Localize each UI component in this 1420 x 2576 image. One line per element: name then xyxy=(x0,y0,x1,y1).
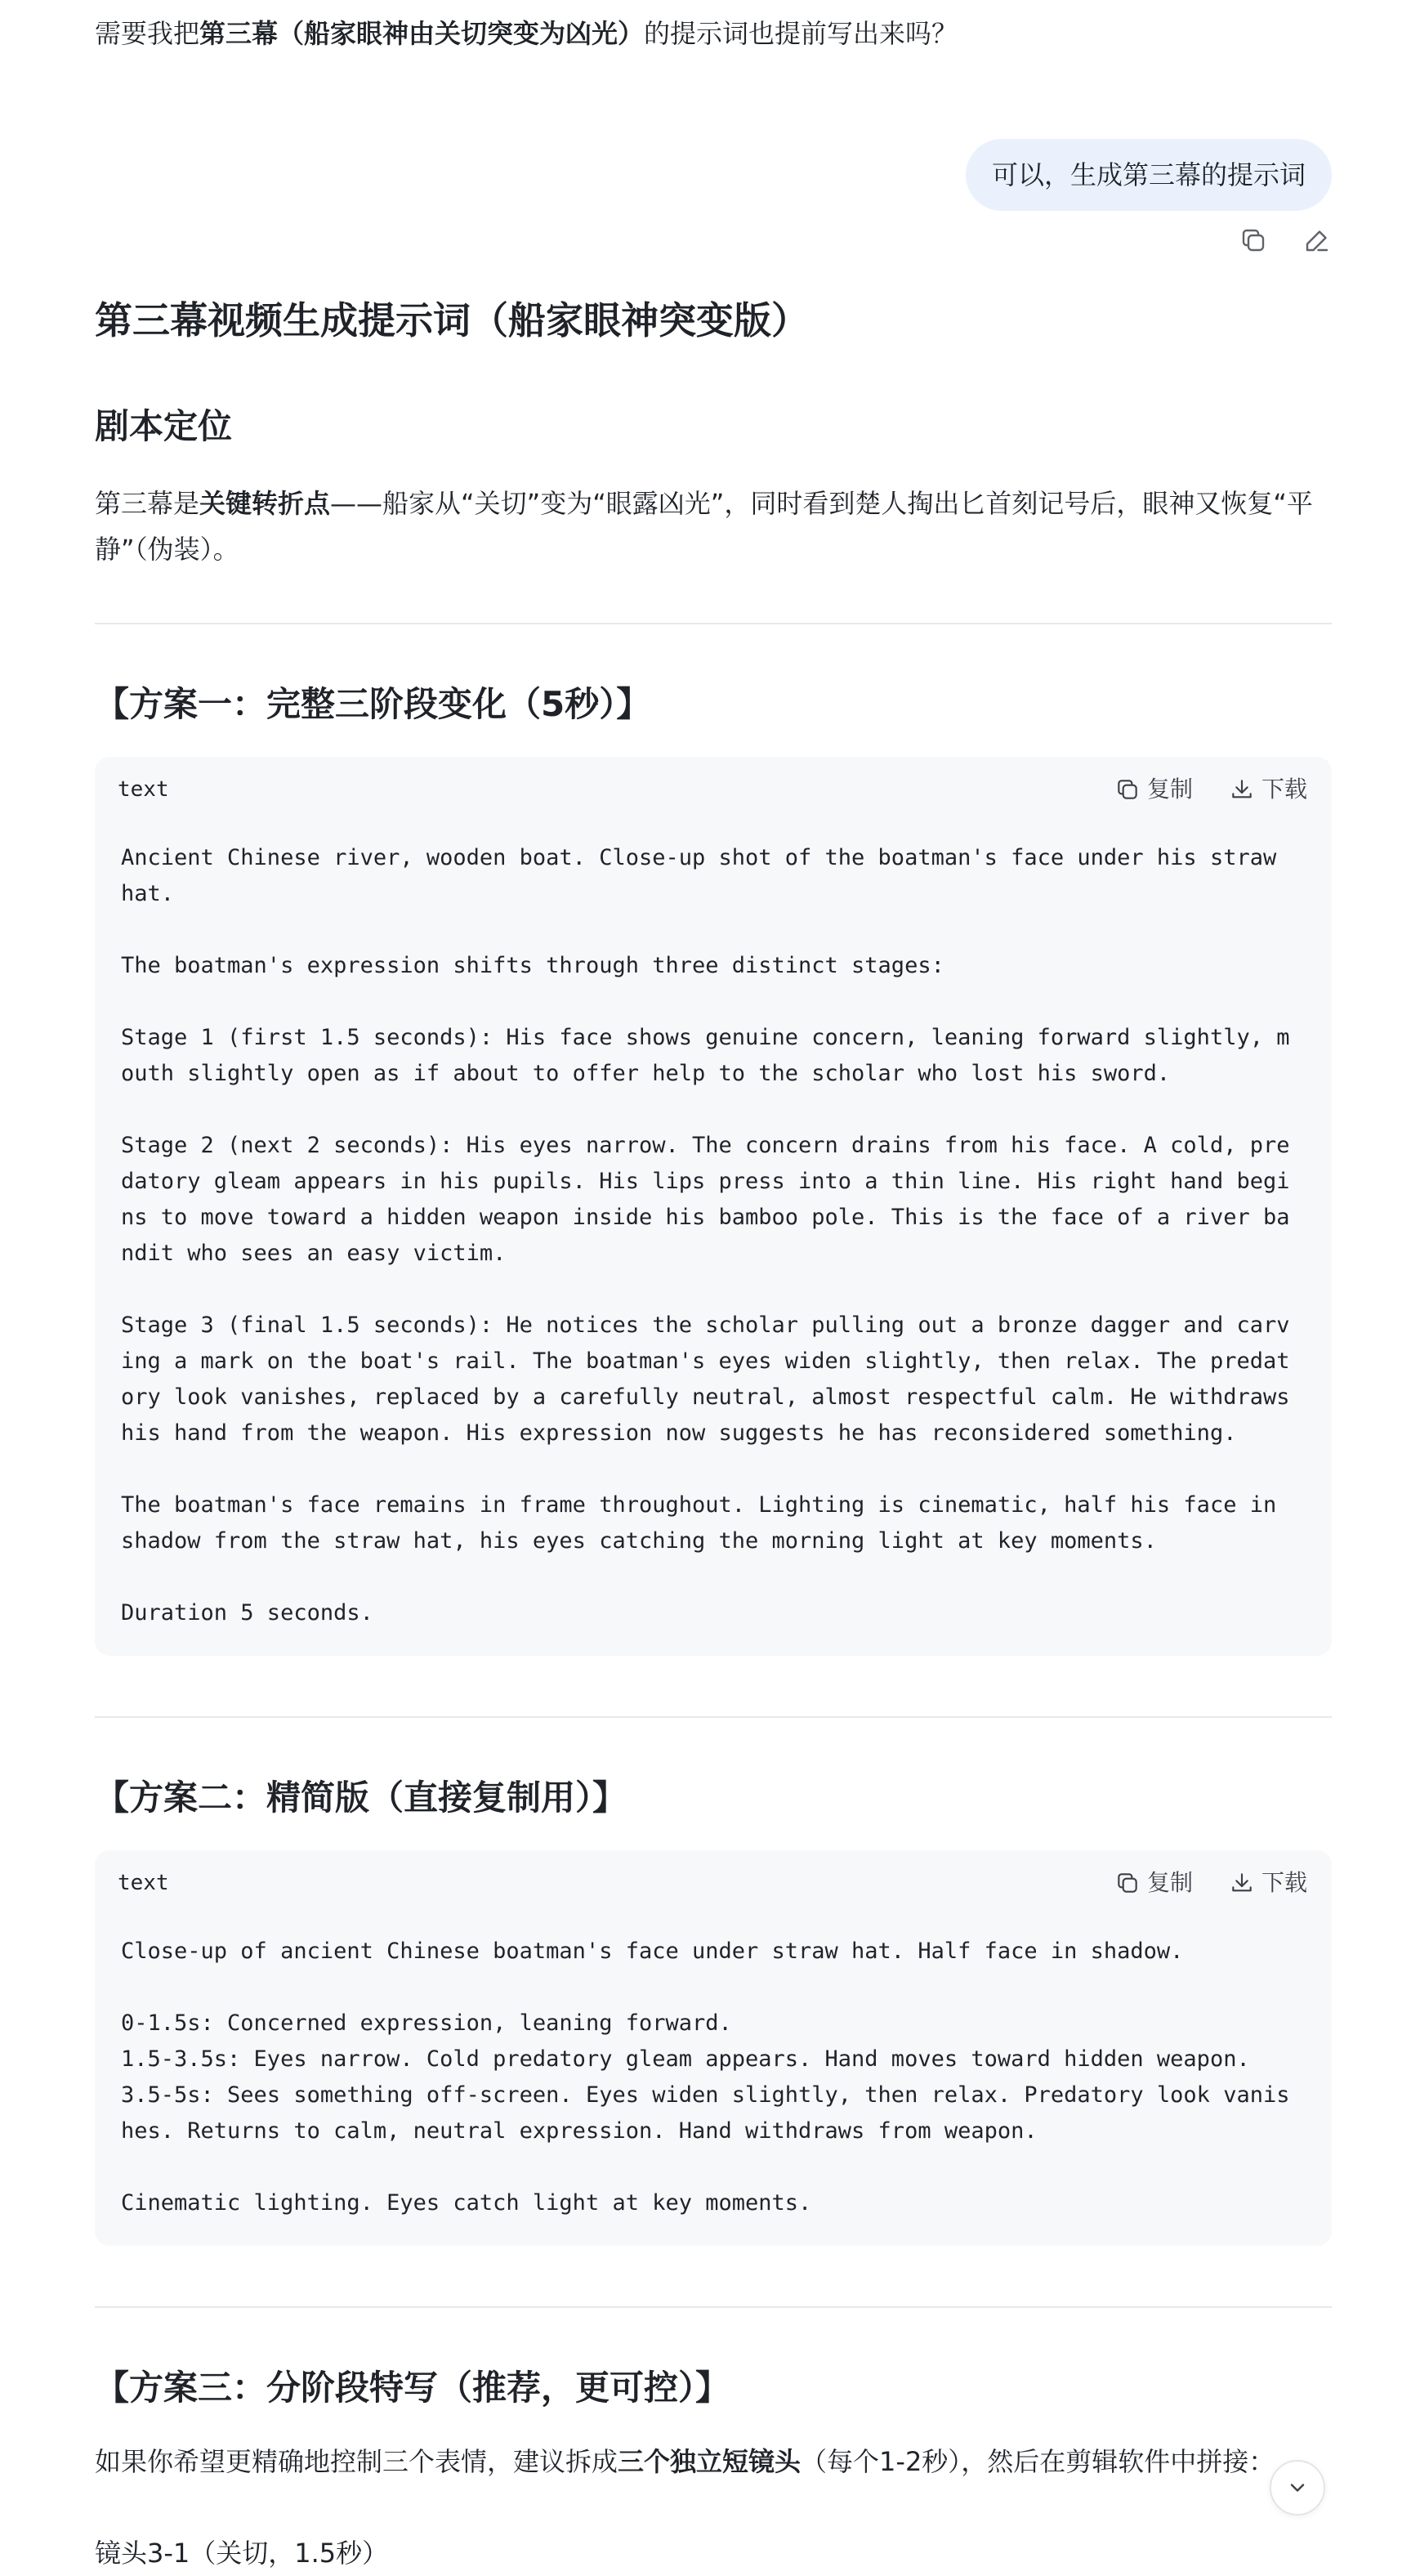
divider xyxy=(95,623,1332,624)
code-tools xyxy=(1114,773,1307,806)
positioning-prefix: 第三幕是 xyxy=(95,488,200,519)
plan-3-prefix: 如果你希望更精确地控制三个表情，建议拆成 xyxy=(95,2446,618,2477)
download-icon xyxy=(1229,776,1255,803)
user-message-bubble: 可以，生成第三幕的提示词 xyxy=(966,139,1332,211)
intro-bold: 第三幕（船家眼神由关切突变为凶光） xyxy=(199,18,645,49)
cut-off-line: 镜头3-1（关切，1.5秒） xyxy=(95,2538,389,2569)
intro-suffix: 的提示词也提前写出来吗？ xyxy=(644,18,958,49)
divider xyxy=(95,2306,1332,2308)
code-block-plan-1 xyxy=(95,757,1332,1656)
divider xyxy=(95,1716,1332,1718)
answer-title: 第三幕视频生成提示词（船家眼神突变版） xyxy=(95,298,809,342)
download-label: 下载 xyxy=(1261,776,1307,803)
positioning-paragraph xyxy=(95,481,1332,572)
message-actions xyxy=(1239,226,1332,255)
copy-label: 复制 xyxy=(1146,776,1193,803)
positioning-suffix: ——船家从“关切”变为“眼露凶光”，同时看到楚人掏出匕首刻记号后，眼神又恢复“平静”（伪装）。 xyxy=(95,488,1313,565)
download-code-button[interactable] xyxy=(1229,1867,1307,1899)
copy-label: 复制 xyxy=(1146,1869,1193,1896)
plan-3-title: 【方案三：分阶段特写（推荐，更可控）】 xyxy=(95,2368,730,2408)
plan-2-title: 【方案二：精简版（直接复制用）】 xyxy=(95,1778,627,1818)
copy-icon xyxy=(1114,776,1141,803)
code-block-header xyxy=(95,757,1332,822)
code-tools xyxy=(1114,1867,1307,1899)
code-language-label: text xyxy=(118,1871,169,1895)
copy-code-button[interactable] xyxy=(1114,773,1193,806)
plan-3-suffix: （每个1-2秒），然后在剪辑软件中拼接： xyxy=(801,2446,1275,2477)
plan-3-bold: 三个独立短镜头 xyxy=(618,2446,802,2477)
code-block-plan-2 xyxy=(95,1850,1332,2246)
download-icon xyxy=(1229,1870,1255,1896)
positioning-bold: 关键转折点 xyxy=(199,488,331,519)
code-content: Ancient Chinese river, wooden boat. Close-up shot of the boatman's face under his straw hat. The boatman's expression shifts through three distinct stages: Stage 1 (first 1.5 seconds): His face shows genuine concern, leaning forward slightly, mouth slightly open as if about to offer help to the scholar who lost his sword. Stage 2 (next 2 seconds): His eyes narrow. The concern drains from his face. A cold, predatory gleam appears in his pupils. His lips press into a thin line. His right hand begins to move toward a hidden weapon inside his bamboo pole. This is the face of a river bandit who sees an easy victim. Stage 3 (final 1.5 seconds): He notices the scholar pulling out a bronze dagger and carving a mark on the boat's rail. The boatman's eyes widen slightly, then relax. The predatory look vanishes, replaced by a carefully neutral, almost respectful calm. He withdraws his hand from the weapon. His expression now suggests he has reconsidered something. The boatman's face remains in frame throughout. Lighting is cinematic, half his face in shadow from the straw hat, his eyes catching the morning light at key moments. Duration 5 seconds. xyxy=(121,845,1290,1626)
edit-icon[interactable] xyxy=(1302,226,1332,255)
copy-icon xyxy=(1114,1870,1141,1896)
copy-code-button[interactable] xyxy=(1114,1867,1193,1899)
plan-1-title: 【方案一：完整三阶段变化（5秒）】 xyxy=(95,684,651,724)
code-content: Close-up of ancient Chinese boatman's face under straw hat. Half face in shadow. 0-1.5s: Concerned expression, leaning forward. 1.5-3.5s: Eyes narrow. Cold predatory gleam appears. Hand moves toward hidden weapon. 3.5-5s: Sees something off-screen. Eyes widen slightly, then relax. Predatory look vanishes. Returns to calm, neutral expression. Hand withdraws from weapon. Cinematic lighting. Eyes catch light at key moments. xyxy=(121,1939,1290,2216)
section-title-positioning: 剧本定位 xyxy=(95,406,233,446)
plan-3-paragraph xyxy=(95,2439,1275,2484)
code-block-header xyxy=(95,1850,1332,1916)
chevron-down-icon xyxy=(1286,2476,1309,2499)
download-label: 下载 xyxy=(1261,1869,1307,1896)
copy-icon[interactable] xyxy=(1239,226,1268,255)
code-language-label: text xyxy=(118,777,169,802)
intro-prefix: 需要我把 xyxy=(95,18,200,49)
scroll-to-bottom-button[interactable] xyxy=(1270,2460,1325,2516)
download-code-button[interactable] xyxy=(1229,773,1307,806)
intro-line xyxy=(95,11,958,56)
